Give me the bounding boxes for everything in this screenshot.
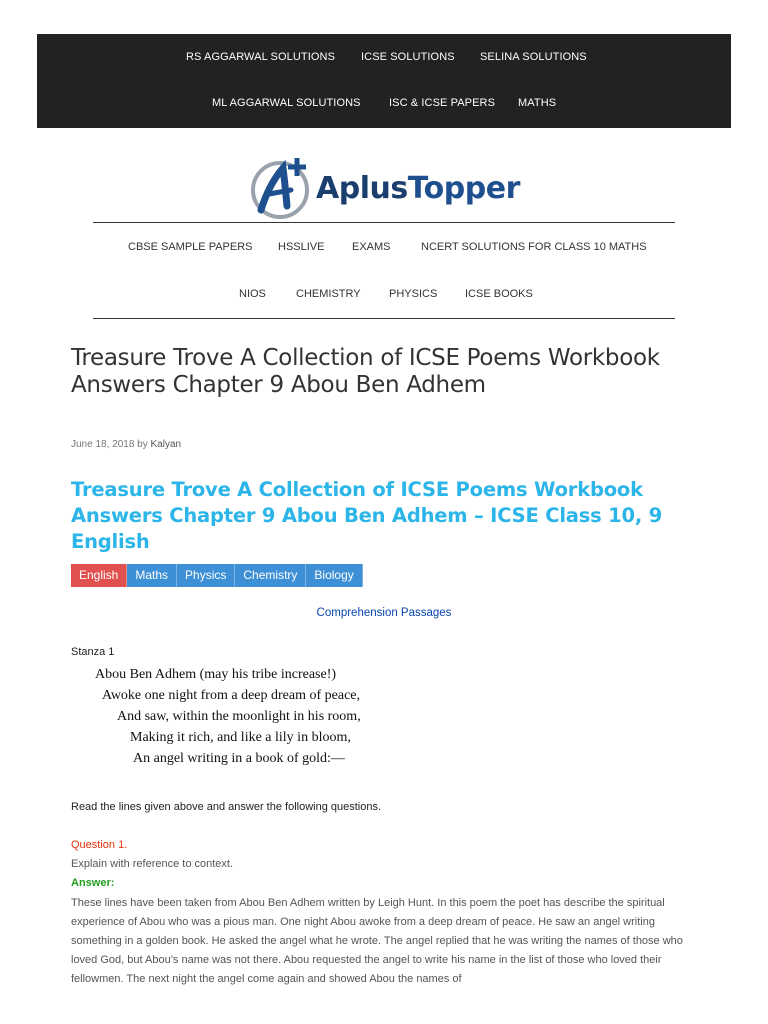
subject-tabs (71, 564, 363, 587)
tab-physics[interactable]: Physics (177, 564, 235, 587)
tab-biology[interactable]: Biology (306, 564, 362, 587)
subnav-hsslive[interactable]: HSSLIVE (278, 241, 325, 253)
poem-line: Abou Ben Adhem (may his tribe increase!) (95, 667, 337, 682)
aplus-logo-icon (247, 154, 317, 222)
poem-line: Making it rich, and like a lily in bloom, (130, 730, 351, 745)
subnav-exams[interactable]: EXAMS (352, 241, 391, 253)
author-link[interactable]: Kalyan (150, 439, 182, 450)
poem-line: An angel writing in a book of gold:— (133, 751, 345, 766)
answer-text: These lines have been taken from Abou Ben Adhem written by Leigh Hunt. In this poem the poet has describe the spiritual experience of Abou who was a pious man. One night Abou awoke from a deep dream of peace. He saw an angel writing something in a golden book. He asked the angel what he wrote. The angel replied that he was writing the names of those who loved God, but Abou’s name was not there. Abou requested the angel to write his name in the list of those who loved their fellowmen. The next night the angel come again and showed Abou the names of (71, 897, 683, 985)
instruction-text: Read the lines given above and answer the following questions. (71, 801, 382, 813)
subnav-chemistry[interactable]: CHEMISTRY (296, 288, 361, 300)
nav-selina-solutions[interactable]: SELINA SOLUTIONS (480, 51, 587, 63)
tab-english[interactable]: English (71, 564, 127, 587)
tab-chemistry[interactable]: Chemistry (235, 564, 306, 587)
question-text: Explain with reference to context. (71, 858, 234, 870)
subnav-ncert-solutions[interactable]: NCERT SOLUTIONS FOR CLASS 10 MATHS (421, 241, 647, 253)
site-logo[interactable] (247, 154, 521, 222)
subnav-cbse-sample-papers[interactable]: CBSE SAMPLE PAPERS (128, 241, 253, 253)
post-by: by (137, 439, 148, 450)
post-date: June 18, 2018 (71, 439, 135, 450)
article-subtitle: Treasure Trove A Collection of ICSE Poems Workbook Answers Chapter 9 Abou Ben Adhem – ICSE Class 10, 9 English (71, 478, 663, 553)
nav-rs-aggarwal[interactable]: RS AGGARWAL SOLUTIONS (186, 51, 336, 63)
subnav-nios[interactable]: NIOS (239, 288, 266, 300)
nav-ml-aggarwal[interactable]: ML AGGARWAL SOLUTIONS (212, 97, 361, 109)
nav-isc-icse-papers[interactable]: ISC & ICSE PAPERS (389, 97, 496, 109)
question-label: Question 1. (71, 839, 128, 851)
stanza-label: Stanza 1 (71, 646, 115, 658)
post-meta (71, 439, 181, 450)
subnav-physics[interactable]: PHYSICS (389, 288, 438, 300)
poem-line: Awoke one night from a deep dream of peace, (102, 688, 360, 703)
poem-line: And saw, within the moonlight in his room, (117, 709, 361, 724)
divider (93, 318, 675, 319)
page-title: Treasure Trove A Collection of ICSE Poems Workbook Answers Chapter 9 Abou Ben Adhem (71, 345, 660, 398)
answer-label: Answer: (71, 877, 115, 889)
logo-wordmark: AplusTopper (316, 171, 520, 206)
tab-maths[interactable]: Maths (127, 564, 177, 587)
nav-icse-solutions[interactable]: ICSE SOLUTIONS (361, 51, 455, 63)
poem-image (95, 664, 415, 769)
divider (93, 222, 675, 223)
nav-maths[interactable]: MATHS (518, 97, 557, 109)
subnav-icse-books[interactable]: ICSE BOOKS (465, 288, 533, 300)
top-navigation (37, 34, 731, 128)
comprehension-passages-link[interactable]: Comprehension Passages (316, 607, 452, 619)
